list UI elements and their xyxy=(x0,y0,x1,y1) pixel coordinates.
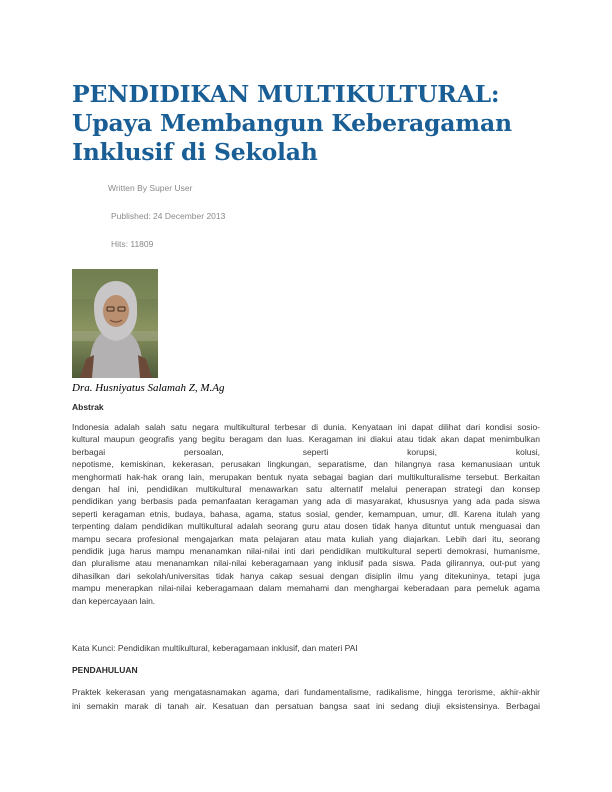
abstract-line: Indonesia adalah salah satu negara multikultural terbesar di dunia. Kenyataan ini dapat dilihat dari kondisi sosio- xyxy=(72,422,540,432)
intro-paragraph xyxy=(72,685,540,713)
abstract-line: pendidik juga harus mampu menanamkan nilai-nilai inti dari pendidikan multikultural seperti demokrasi, humanisme, xyxy=(72,546,540,557)
abstract-heading: Abstrak xyxy=(72,402,104,412)
abstract-line: menghormati hak-hak orang lain, merupakan bentuk nyata sebagai bagian dari multikulturalisme tersebut. Berkaitan xyxy=(72,471,540,482)
title-line: PENDIDIKAN MULTIKULTURAL: xyxy=(72,80,500,108)
abstract-line: dan kepercayaan lain. xyxy=(72,595,156,606)
photo-caption: Dra. Husniyatus Salamah Z, M.Ag xyxy=(72,382,225,394)
intro-heading: PENDAHULUAN xyxy=(72,665,138,675)
article-title xyxy=(72,80,542,167)
abstract-line: nepotisme, kemiskinan, kekerasan, perusakan lingkungan, separatisme, dan hilangnya rasa kemanusiaan untuk xyxy=(72,459,540,470)
intro-line: Praktek kekerasan yang mengatasnamakan agama, dari fundamentalisme, radikalisme, hingga terorisme, akhir-akhir xyxy=(72,687,540,697)
keywords: Kata Kunci: Pendidikan multikultural, keberagamaan inklusif, dan materi PAI xyxy=(72,643,358,653)
abstract-line: kultural maupun geografis yang begitu beragam dan luas. Keragaman ini diakui atau tidak akan dapat menimbulkan berbagai persoalan, seperti korupsi, kolusi, xyxy=(72,434,540,457)
abstract-line: mampu secara profesional mengajarkan mata pelajaran atau mata kuliah yang diajarkan. Lebih dari itu, seorang xyxy=(72,533,540,544)
abstract-line: pendidikan yang berbasis pada pemanfaatan keragaman yang ada di masyarakat, khususnya yang ada pada siswa xyxy=(72,496,540,507)
author-photo-image xyxy=(72,269,158,378)
intro-line: ini semakin marak di tanah air. Kesatuan dan persatuan bangsa saat ini sedang diuji eksistensinya. Berbagai xyxy=(72,701,540,711)
abstract-paragraph xyxy=(72,421,540,607)
author-meta: Written By Super User xyxy=(108,183,193,193)
abstract-line: dengan hal ini, pendidikan multikultural menawarkan satu alternatif melalui penerapan strategi dan konsep xyxy=(72,484,540,495)
published-date: Published: 24 December 2013 xyxy=(111,211,226,221)
abstract-line: dihasilkan dari sekolah/universitas tidak hanya cakap sesuai dengan disiplin ilmu yang ditekuninya, tetapi juga xyxy=(72,570,540,581)
abstract-line: dan pluralisme atau menanamkan nilai-nilai keberagamaan yang inklusif pada siswa. Pada gilirannya, out-put yang xyxy=(72,558,540,569)
abstract-line: mampu menerapkan nilai-nilai keberagamaan dalam memahami dan menghargai keberadaan para pemeluk agama xyxy=(72,583,540,594)
abstract-line: seperti keragaman etnis, budaya, bahasa, agama, status sosial, gender, kemampuan, umur, dll. Karena itulah yang xyxy=(72,508,540,519)
abstract-line: terpenting dalam pendidikan multikultural adalah seorang guru atau dosen tidak hanya dituntut untuk menguasai dan xyxy=(72,521,540,532)
title-line: Inklusif di Sekolah xyxy=(72,138,318,166)
title-line: Upaya Membangun Keberagaman xyxy=(72,109,512,137)
author-photo xyxy=(72,269,158,378)
hits-count: Hits: 11809 xyxy=(111,239,154,249)
